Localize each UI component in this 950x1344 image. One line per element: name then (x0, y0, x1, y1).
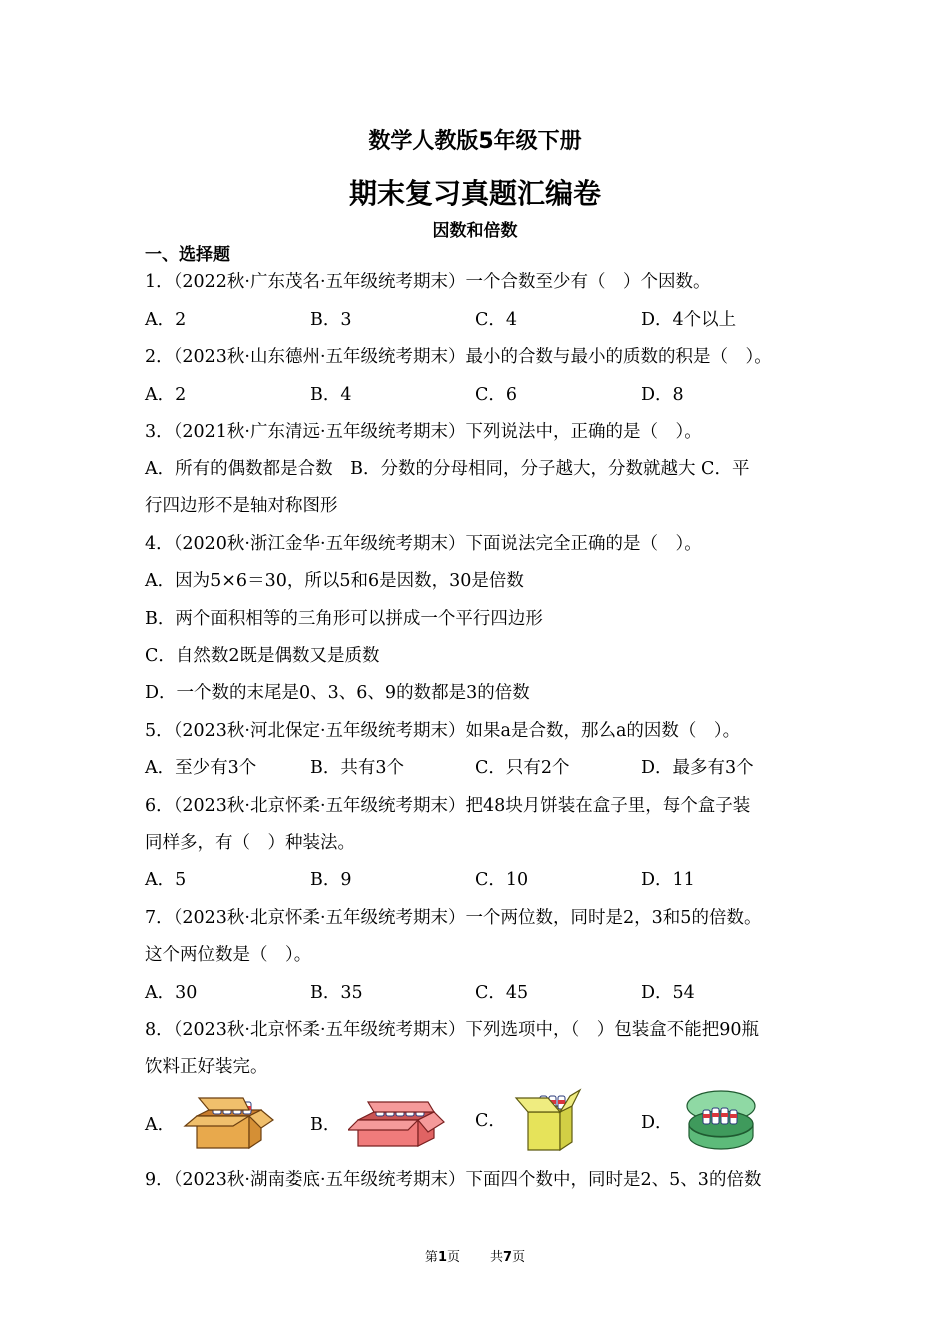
q5-option-c: C．只有2个 (475, 758, 570, 778)
q8-option-d (641, 1088, 759, 1154)
question-9-stem: 9．（2023秋·湖南娄底·五年级统考期末）下面四个数中，同时是2、5、3的倍数 (145, 1170, 762, 1190)
document-title: 期末复习真题汇编卷 (348, 177, 601, 210)
q8-option-b (310, 1092, 446, 1154)
question-8-stem: 8．（2023秋·北京怀柔·五年级统考期末）下列选项中，（ ）包装盒不能把90瓶 (145, 1020, 760, 1040)
question-4-stem: 4．（2020秋·浙江金华·五年级统考期末）下面说法完全正确的是（ ）。 (145, 534, 702, 554)
q2-option-d: D．8 (641, 385, 684, 405)
question-3-stem: 3．（2021秋·广东清远·五年级统考期末）下列说法中，正确的是（ ）。 (145, 422, 702, 442)
footer-page-number: 1 (437, 1250, 447, 1265)
q7-stem-cont: 这个两位数是（ ）。 (145, 945, 312, 965)
q6-option-a: A．5 (145, 870, 187, 890)
q8-option-c (475, 1084, 582, 1154)
q6-option-d: D．11 (641, 870, 695, 890)
q1-option-c: C．4 (475, 310, 518, 330)
section-heading: 一、选择题 (145, 245, 230, 265)
question-1-stem: 1．（2022秋·广东茂名·五年级统考期末）一个合数至少有（ ）个因数。 (145, 272, 711, 292)
q2-option-c: C．6 (475, 385, 518, 405)
q4-option-b: B．两个面积相等的三角形可以拼成一个平行四边形 (145, 609, 543, 629)
q3-options-line-cont: 行四边形不是轴对称图形 (145, 496, 338, 516)
q1-option-d: D．4个以上 (641, 310, 737, 330)
q8-option-b-label: B． (310, 1114, 341, 1135)
q8-option-c-label: C． (475, 1110, 506, 1131)
page-footer (0, 1246, 950, 1265)
q5-option-d: D．最多有3个 (641, 758, 754, 778)
document-subtitle: 数学人教版5年级下册 (368, 129, 582, 154)
q2-option-a: A．2 (145, 385, 187, 405)
q4-option-a: A．因为5×6＝30，所以5和6是因数，30是倍数 (145, 571, 524, 591)
question-5-stem: 5．（2023秋·河北保定·五年级统考期末）如果a是合数，那么a的因数（ ）。 (145, 721, 741, 741)
q1-option-b: B．3 (310, 310, 352, 330)
q5-option-a: A．至少有3个 (145, 758, 257, 778)
question-6-stem: 6．（2023秋·北京怀柔·五年级统考期末）把48块月饼装在盒子里，每个盒子装 (145, 796, 751, 816)
question-7-stem: 7．（2023秋·北京怀柔·五年级统考期末）一个两位数，同时是2，3和5的倍数。 (145, 908, 762, 928)
box-c-image (514, 1084, 582, 1154)
q7-option-d: D．54 (641, 983, 695, 1003)
box-a-image (183, 1092, 275, 1154)
footer-total-prefix: 共 (490, 1250, 504, 1265)
q7-option-a: A．30 (145, 983, 198, 1003)
q7-option-c: C．45 (475, 983, 529, 1003)
q6-stem-cont: 同样多，有（ ）种装法。 (145, 833, 355, 853)
footer-page-prefix: 第 (424, 1250, 438, 1265)
q4-option-d: D．一个数的末尾是0、3、6、9的数都是3的倍数 (145, 683, 530, 703)
q1-option-a: A．2 (145, 310, 187, 330)
q7-option-b: B．35 (310, 983, 363, 1003)
footer-page-suffix: 页 (446, 1250, 460, 1265)
q2-option-b: B．4 (310, 385, 352, 405)
document-topic: 因数和倍数 (432, 221, 518, 241)
q8-option-a (145, 1092, 275, 1154)
q8-stem-cont: 饮料正好装完。 (145, 1057, 268, 1077)
box-d-image (681, 1088, 759, 1154)
q8-option-a-label: A． (145, 1114, 176, 1135)
q3-options-line: A．所有的偶数都是合数 B．分数的分母相同，分子越大，分数就越大 C．平 (145, 459, 750, 479)
footer-total-suffix: 页 (512, 1250, 526, 1265)
q6-option-c: C．10 (475, 870, 529, 890)
q4-option-c: C．自然数2既是偶数又是质数 (145, 646, 380, 666)
footer-total-pages: 7 (503, 1250, 513, 1265)
box-b-image (348, 1092, 446, 1154)
q5-option-b: B．共有3个 (310, 758, 404, 778)
q8-option-d-label: D． (641, 1112, 673, 1133)
q6-option-b: B．9 (310, 870, 352, 890)
question-2-stem: 2．（2023秋·山东德州·五年级统考期末）最小的合数与最小的质数的积是（ ）。 (145, 347, 772, 367)
